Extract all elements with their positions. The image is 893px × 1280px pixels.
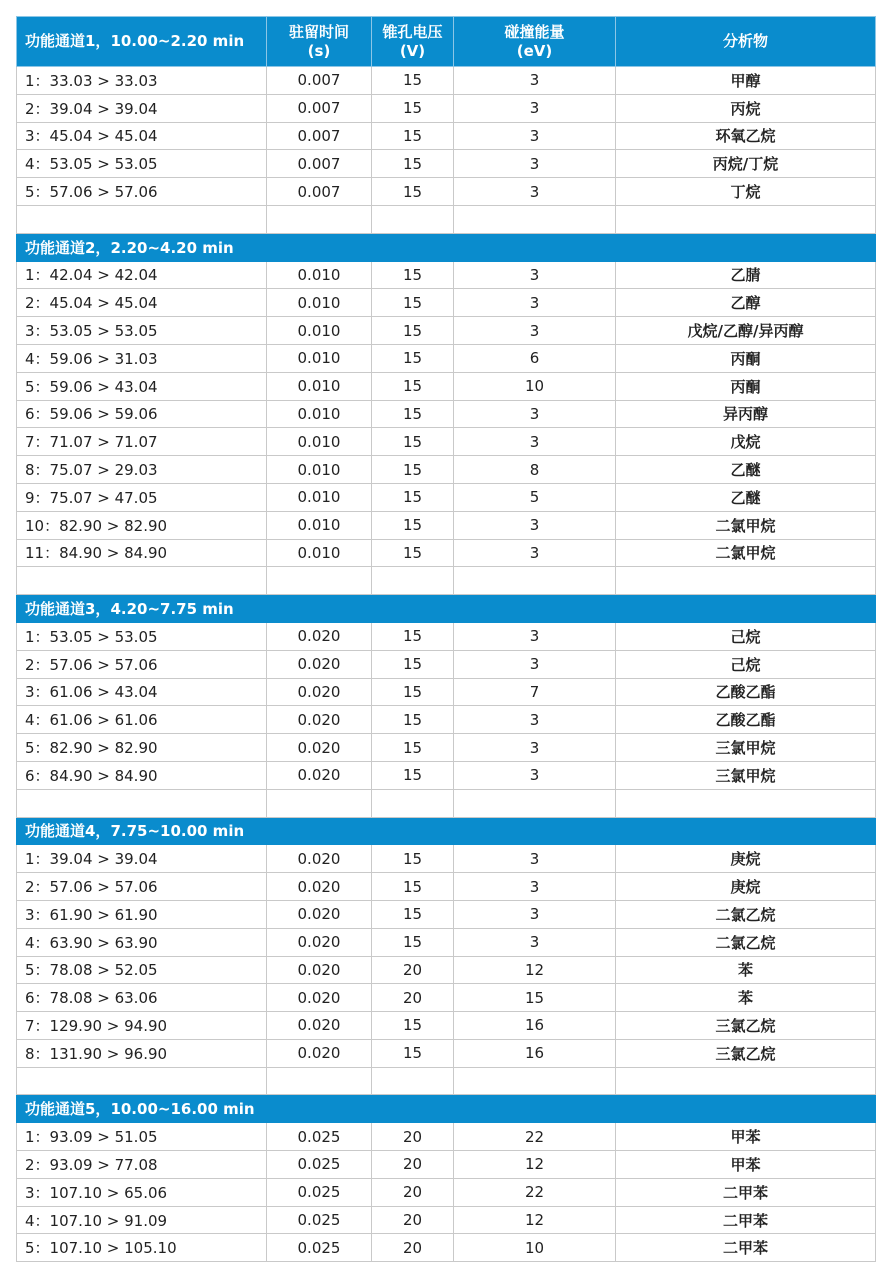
collision-energy-cell: 3 bbox=[454, 178, 616, 206]
transition-cell: 1：42.04 > 42.04 bbox=[17, 261, 267, 289]
cone-voltage-unit: (V) bbox=[399, 41, 426, 60]
table-row bbox=[17, 122, 876, 150]
spacer-row bbox=[17, 567, 876, 595]
dwell-time-cell: 0.010 bbox=[267, 317, 372, 345]
collision-energy-cell: 10 bbox=[454, 372, 616, 400]
analyte-cell: 乙醚 bbox=[616, 456, 876, 484]
transition-cell: 2：45.04 > 45.04 bbox=[17, 289, 267, 317]
transition-cell: 5：78.08 > 52.05 bbox=[17, 956, 267, 984]
spacer-row bbox=[17, 1067, 876, 1095]
empty-cell bbox=[267, 205, 372, 233]
collision-energy-cell: 3 bbox=[454, 622, 616, 650]
empty-cell bbox=[454, 567, 616, 595]
transition-cell: 7：71.07 > 71.07 bbox=[17, 428, 267, 456]
transition-cell: 2：93.09 > 77.08 bbox=[17, 1151, 267, 1179]
table-row bbox=[17, 706, 876, 734]
analyte-header: 分析物 bbox=[616, 17, 876, 67]
table-row bbox=[17, 622, 876, 650]
dwell-time-cell: 0.010 bbox=[267, 456, 372, 484]
analyte-cell: 二甲苯 bbox=[616, 1206, 876, 1234]
transition-cell: 2：57.06 > 57.06 bbox=[17, 650, 267, 678]
table-row bbox=[17, 94, 876, 122]
transition-cell: 3：53.05 > 53.05 bbox=[17, 317, 267, 345]
dwell-time-cell: 0.020 bbox=[267, 928, 372, 956]
collision-energy-cell: 10 bbox=[454, 1234, 616, 1262]
dwell-time-cell: 0.020 bbox=[267, 622, 372, 650]
table-row bbox=[17, 261, 876, 289]
analyte-cell: 丙烷 bbox=[616, 94, 876, 122]
transition-cell: 3：107.10 > 65.06 bbox=[17, 1178, 267, 1206]
cone-voltage-cell: 15 bbox=[372, 622, 454, 650]
analyte-cell: 三氯甲烷 bbox=[616, 734, 876, 762]
table-row bbox=[17, 956, 876, 984]
table-row bbox=[17, 1234, 876, 1262]
collision-energy-cell: 3 bbox=[454, 928, 616, 956]
cone-voltage-cell: 15 bbox=[372, 1012, 454, 1040]
dwell-time-cell: 0.020 bbox=[267, 678, 372, 706]
empty-cell bbox=[616, 205, 876, 233]
cone-voltage-cell: 15 bbox=[372, 761, 454, 789]
table-row bbox=[17, 845, 876, 873]
analyte-cell: 丙酮 bbox=[616, 372, 876, 400]
empty-cell bbox=[454, 205, 616, 233]
table-header-row bbox=[17, 17, 876, 67]
dwell-time-cell: 0.025 bbox=[267, 1234, 372, 1262]
transition-cell: 6：59.06 > 59.06 bbox=[17, 400, 267, 428]
empty-cell bbox=[372, 567, 454, 595]
dwell-time-cell: 0.010 bbox=[267, 400, 372, 428]
collision-energy-cell: 12 bbox=[454, 956, 616, 984]
table-body bbox=[17, 67, 876, 1262]
dwell-time-cell: 0.007 bbox=[267, 150, 372, 178]
table-row bbox=[17, 761, 876, 789]
empty-cell bbox=[17, 1067, 267, 1095]
dwell-time-cell: 0.007 bbox=[267, 178, 372, 206]
transition-cell: 6：78.08 > 63.06 bbox=[17, 984, 267, 1012]
cone-voltage-cell: 15 bbox=[372, 372, 454, 400]
cone-voltage-cell: 20 bbox=[372, 984, 454, 1012]
transition-cell: 5：107.10 > 105.10 bbox=[17, 1234, 267, 1262]
cone-voltage-cell: 15 bbox=[372, 400, 454, 428]
transition-cell: 4：107.10 > 91.09 bbox=[17, 1206, 267, 1234]
table-row bbox=[17, 400, 876, 428]
transition-cell: 1：53.05 > 53.05 bbox=[17, 622, 267, 650]
collision-energy-cell: 3 bbox=[454, 511, 616, 539]
analyte-cell: 三氯乙烷 bbox=[616, 1012, 876, 1040]
collision-energy-cell: 3 bbox=[454, 261, 616, 289]
analyte-cell: 乙醚 bbox=[616, 483, 876, 511]
empty-cell bbox=[267, 789, 372, 817]
table-row bbox=[17, 289, 876, 317]
collision-energy-cell: 3 bbox=[454, 428, 616, 456]
collision-energy-cell: 3 bbox=[454, 400, 616, 428]
transition-cell: 3：45.04 > 45.04 bbox=[17, 122, 267, 150]
empty-cell bbox=[267, 1067, 372, 1095]
analyte-cell: 庚烷 bbox=[616, 845, 876, 873]
analyte-cell: 三氯甲烷 bbox=[616, 761, 876, 789]
transition-cell: 8：131.90 > 96.90 bbox=[17, 1039, 267, 1067]
transition-cell: 5：82.90 > 82.90 bbox=[17, 734, 267, 762]
dwell-time-cell: 0.025 bbox=[267, 1123, 372, 1151]
collision-energy-header bbox=[454, 17, 616, 67]
transition-cell: 3：61.06 > 43.04 bbox=[17, 678, 267, 706]
dwell-time-cell: 0.020 bbox=[267, 845, 372, 873]
collision-energy-cell: 3 bbox=[454, 900, 616, 928]
dwell-time-cell: 0.010 bbox=[267, 344, 372, 372]
analyte-cell: 戊烷/乙醇/异丙醇 bbox=[616, 317, 876, 345]
mrm-channel-table bbox=[16, 16, 876, 1262]
table-row bbox=[17, 650, 876, 678]
dwell-time-cell: 0.020 bbox=[267, 873, 372, 901]
analyte-cell: 二氯乙烷 bbox=[616, 900, 876, 928]
table-row bbox=[17, 483, 876, 511]
cone-voltage-cell: 15 bbox=[372, 511, 454, 539]
empty-cell bbox=[454, 1067, 616, 1095]
spacer-row bbox=[17, 205, 876, 233]
transition-cell: 2：39.04 > 39.04 bbox=[17, 94, 267, 122]
analyte-cell: 甲醇 bbox=[616, 67, 876, 95]
dwell-time-cell: 0.010 bbox=[267, 372, 372, 400]
table-row bbox=[17, 873, 876, 901]
channel-title: 功能通道2，2.20~4.20 min bbox=[17, 233, 876, 261]
collision-energy-cell: 16 bbox=[454, 1039, 616, 1067]
channel-title: 功能通道3，4.20~7.75 min bbox=[17, 595, 876, 623]
dwell-time-unit: (s) bbox=[307, 41, 331, 60]
analyte-cell: 乙腈 bbox=[616, 261, 876, 289]
dwell-time-header bbox=[267, 17, 372, 67]
analyte-cell: 二氯乙烷 bbox=[616, 928, 876, 956]
transition-cell: 10：82.90 > 82.90 bbox=[17, 511, 267, 539]
cone-voltage-cell: 20 bbox=[372, 956, 454, 984]
analyte-cell: 戊烷 bbox=[616, 428, 876, 456]
dwell-time-cell: 0.007 bbox=[267, 67, 372, 95]
collision-energy-cell: 16 bbox=[454, 1012, 616, 1040]
table-row bbox=[17, 456, 876, 484]
channel-header-row bbox=[17, 1095, 876, 1123]
empty-cell bbox=[616, 789, 876, 817]
cone-voltage-cell: 15 bbox=[372, 539, 454, 567]
table-row bbox=[17, 317, 876, 345]
dwell-time-cell: 0.025 bbox=[267, 1206, 372, 1234]
empty-cell bbox=[372, 205, 454, 233]
analyte-cell: 苯 bbox=[616, 984, 876, 1012]
cone-voltage-cell: 15 bbox=[372, 483, 454, 511]
transition-cell: 9：75.07 > 47.05 bbox=[17, 483, 267, 511]
cone-voltage-cell: 15 bbox=[372, 456, 454, 484]
table-row bbox=[17, 67, 876, 95]
cone-voltage-cell: 15 bbox=[372, 678, 454, 706]
collision-energy-cell: 3 bbox=[454, 650, 616, 678]
table-row bbox=[17, 1039, 876, 1067]
analyte-cell: 三氯乙烷 bbox=[616, 1039, 876, 1067]
dwell-time-cell: 0.010 bbox=[267, 289, 372, 317]
channel-header-row bbox=[17, 595, 876, 623]
analyte-cell: 苯 bbox=[616, 956, 876, 984]
table-row bbox=[17, 344, 876, 372]
dwell-time-cell: 0.025 bbox=[267, 1151, 372, 1179]
transition-cell: 4：59.06 > 31.03 bbox=[17, 344, 267, 372]
transition-cell: 1：39.04 > 39.04 bbox=[17, 845, 267, 873]
collision-energy-cell: 3 bbox=[454, 289, 616, 317]
cone-voltage-cell: 15 bbox=[372, 317, 454, 345]
analyte-cell: 己烷 bbox=[616, 622, 876, 650]
cone-voltage-cell: 15 bbox=[372, 900, 454, 928]
collision-energy-cell: 3 bbox=[454, 539, 616, 567]
collision-energy-cell: 3 bbox=[454, 873, 616, 901]
cone-voltage-cell: 15 bbox=[372, 706, 454, 734]
cone-voltage-cell: 15 bbox=[372, 178, 454, 206]
cone-voltage-cell: 20 bbox=[372, 1151, 454, 1179]
collision-energy-cell: 6 bbox=[454, 344, 616, 372]
analyte-cell: 二甲苯 bbox=[616, 1178, 876, 1206]
transition-cell: 2：57.06 > 57.06 bbox=[17, 873, 267, 901]
transition-cell: 7：129.90 > 94.90 bbox=[17, 1012, 267, 1040]
transition-cell: 11：84.90 > 84.90 bbox=[17, 539, 267, 567]
analyte-cell: 二氯甲烷 bbox=[616, 539, 876, 567]
cone-voltage-header bbox=[372, 17, 454, 67]
table-row bbox=[17, 1206, 876, 1234]
spacer-row bbox=[17, 789, 876, 817]
collision-energy-cell: 22 bbox=[454, 1178, 616, 1206]
dwell-time-label: 驻留时间 bbox=[288, 22, 349, 41]
transition-cell: 6：84.90 > 84.90 bbox=[17, 761, 267, 789]
dwell-time-cell: 0.010 bbox=[267, 261, 372, 289]
collision-energy-cell: 12 bbox=[454, 1151, 616, 1179]
analyte-cell: 乙酸乙酯 bbox=[616, 678, 876, 706]
dwell-time-cell: 0.010 bbox=[267, 428, 372, 456]
analyte-cell: 甲苯 bbox=[616, 1123, 876, 1151]
analyte-cell: 二氯甲烷 bbox=[616, 511, 876, 539]
table-row bbox=[17, 372, 876, 400]
transition-cell: 5：57.06 > 57.06 bbox=[17, 178, 267, 206]
dwell-time-cell: 0.010 bbox=[267, 511, 372, 539]
analyte-cell: 丙烷/丁烷 bbox=[616, 150, 876, 178]
empty-cell bbox=[616, 567, 876, 595]
cone-voltage-cell: 15 bbox=[372, 261, 454, 289]
cone-voltage-cell: 15 bbox=[372, 428, 454, 456]
transition-cell: 1：93.09 > 51.05 bbox=[17, 1123, 267, 1151]
collision-energy-cell: 3 bbox=[454, 67, 616, 95]
empty-cell bbox=[616, 1067, 876, 1095]
cone-voltage-cell: 20 bbox=[372, 1178, 454, 1206]
collision-energy-cell: 3 bbox=[454, 317, 616, 345]
cone-voltage-cell: 15 bbox=[372, 150, 454, 178]
transition-cell: 8：75.07 > 29.03 bbox=[17, 456, 267, 484]
transition-cell: 4：53.05 > 53.05 bbox=[17, 150, 267, 178]
collision-energy-cell: 3 bbox=[454, 706, 616, 734]
channel-title: 功能通道5，10.00~16.00 min bbox=[17, 1095, 876, 1123]
dwell-time-cell: 0.007 bbox=[267, 94, 372, 122]
transition-cell: 4：61.06 > 61.06 bbox=[17, 706, 267, 734]
collision-energy-cell: 3 bbox=[454, 845, 616, 873]
table-row bbox=[17, 1012, 876, 1040]
table-row bbox=[17, 1178, 876, 1206]
cone-voltage-cell: 15 bbox=[372, 650, 454, 678]
dwell-time-cell: 0.020 bbox=[267, 900, 372, 928]
cone-voltage-cell: 15 bbox=[372, 845, 454, 873]
collision-energy-cell: 5 bbox=[454, 483, 616, 511]
cone-voltage-cell: 20 bbox=[372, 1123, 454, 1151]
cone-voltage-cell: 15 bbox=[372, 734, 454, 762]
collision-energy-cell: 7 bbox=[454, 678, 616, 706]
channel-title: 功能通道4，7.75~10.00 min bbox=[17, 817, 876, 845]
cone-voltage-cell: 15 bbox=[372, 928, 454, 956]
cone-voltage-cell: 15 bbox=[372, 94, 454, 122]
dwell-time-cell: 0.020 bbox=[267, 706, 372, 734]
empty-cell bbox=[17, 567, 267, 595]
analyte-cell: 丙酮 bbox=[616, 344, 876, 372]
transition-cell: 1：33.03 > 33.03 bbox=[17, 67, 267, 95]
analyte-cell: 异丙醇 bbox=[616, 400, 876, 428]
channel-1-header: 功能通道1，10.00~2.20 min bbox=[17, 17, 267, 67]
empty-cell bbox=[454, 789, 616, 817]
collision-energy-cell: 15 bbox=[454, 984, 616, 1012]
table-row bbox=[17, 678, 876, 706]
analyte-cell: 环氧乙烷 bbox=[616, 122, 876, 150]
dwell-time-cell: 0.020 bbox=[267, 984, 372, 1012]
cone-voltage-cell: 15 bbox=[372, 122, 454, 150]
table-row bbox=[17, 150, 876, 178]
transition-cell: 4：63.90 > 63.90 bbox=[17, 928, 267, 956]
table-row bbox=[17, 734, 876, 762]
transition-cell: 5：59.06 > 43.04 bbox=[17, 372, 267, 400]
analyte-cell: 乙醇 bbox=[616, 289, 876, 317]
collision-energy-cell: 3 bbox=[454, 734, 616, 762]
collision-energy-cell: 3 bbox=[454, 122, 616, 150]
table-row bbox=[17, 1123, 876, 1151]
collision-energy-cell: 22 bbox=[454, 1123, 616, 1151]
analyte-cell: 甲苯 bbox=[616, 1151, 876, 1179]
empty-cell bbox=[372, 1067, 454, 1095]
collision-energy-unit: (eV) bbox=[516, 41, 553, 60]
table-row bbox=[17, 900, 876, 928]
dwell-time-cell: 0.025 bbox=[267, 1178, 372, 1206]
cone-voltage-cell: 15 bbox=[372, 289, 454, 317]
collision-energy-cell: 3 bbox=[454, 761, 616, 789]
cone-voltage-cell: 15 bbox=[372, 67, 454, 95]
table-row bbox=[17, 1151, 876, 1179]
analyte-cell: 庚烷 bbox=[616, 873, 876, 901]
collision-energy-cell: 8 bbox=[454, 456, 616, 484]
dwell-time-cell: 0.020 bbox=[267, 734, 372, 762]
table-row bbox=[17, 928, 876, 956]
dwell-time-cell: 0.010 bbox=[267, 539, 372, 567]
collision-energy-cell: 3 bbox=[454, 150, 616, 178]
cone-voltage-cell: 15 bbox=[372, 873, 454, 901]
table-row bbox=[17, 511, 876, 539]
dwell-time-cell: 0.020 bbox=[267, 1012, 372, 1040]
collision-energy-label: 碰撞能量 bbox=[504, 22, 565, 41]
cone-voltage-cell: 20 bbox=[372, 1234, 454, 1262]
empty-cell bbox=[17, 789, 267, 817]
dwell-time-cell: 0.020 bbox=[267, 1039, 372, 1067]
table-row bbox=[17, 539, 876, 567]
dwell-time-cell: 0.010 bbox=[267, 483, 372, 511]
analyte-cell: 丁烷 bbox=[616, 178, 876, 206]
cone-voltage-cell: 20 bbox=[372, 1206, 454, 1234]
empty-cell bbox=[372, 789, 454, 817]
cone-voltage-cell: 15 bbox=[372, 1039, 454, 1067]
dwell-time-cell: 0.007 bbox=[267, 122, 372, 150]
collision-energy-cell: 3 bbox=[454, 94, 616, 122]
analyte-cell: 乙酸乙酯 bbox=[616, 706, 876, 734]
empty-cell bbox=[17, 205, 267, 233]
cone-voltage-cell: 15 bbox=[372, 344, 454, 372]
channel-header-row bbox=[17, 817, 876, 845]
table-row bbox=[17, 178, 876, 206]
empty-cell bbox=[267, 567, 372, 595]
dwell-time-cell: 0.020 bbox=[267, 761, 372, 789]
cone-voltage-label: 锥孔电压 bbox=[382, 22, 443, 41]
dwell-time-cell: 0.020 bbox=[267, 650, 372, 678]
transition-cell: 3：61.90 > 61.90 bbox=[17, 900, 267, 928]
analyte-cell: 己烷 bbox=[616, 650, 876, 678]
channel-header-row bbox=[17, 233, 876, 261]
dwell-time-cell: 0.020 bbox=[267, 956, 372, 984]
analyte-cell: 二甲苯 bbox=[616, 1234, 876, 1262]
table-row bbox=[17, 428, 876, 456]
table-row bbox=[17, 984, 876, 1012]
collision-energy-cell: 12 bbox=[454, 1206, 616, 1234]
